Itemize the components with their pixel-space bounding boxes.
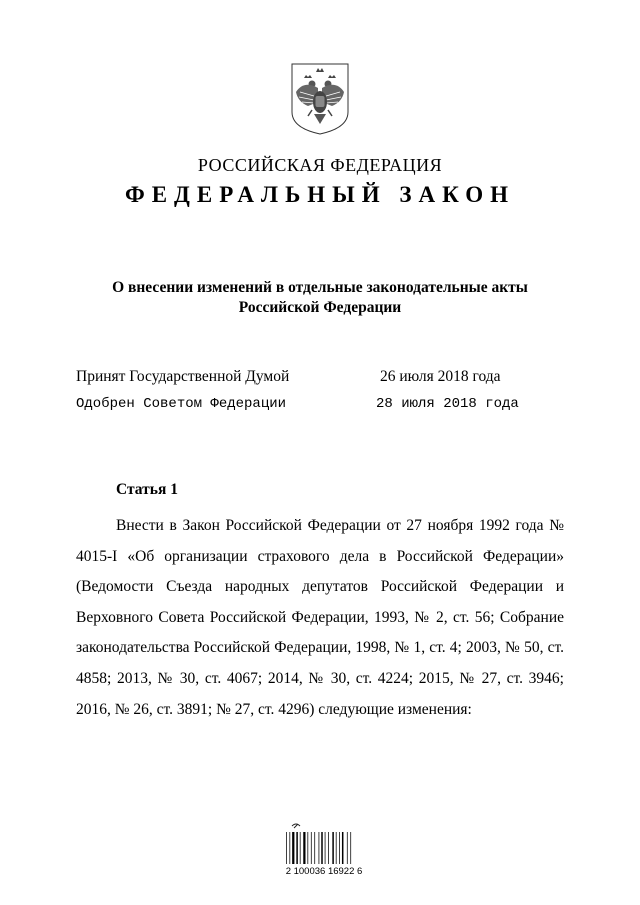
article-text: Внести в Закон Российской Федерации от 27 ноября 1992 года № 4015-I «Об организации страхового дела в Российской Федерации» (Ведомости Съезда народных депутатов Российской Федерации и Верховного Совета Российской Федерации, 1993, № 2, ст. 56; Собрание законодательства Российской Федерации, 1998, № 1, ст. 4; 2003, № 50, ст. 4858; 2013, № 30, ст. 4067; 2014, № 30, ст. 4224; 2015, № 27, ст. 3946; 2016, № 26, ст. 3891; № 27, ст. 4296) следующие изменения: (76, 517, 564, 718)
adoption-date: 26 июля 2018 года (380, 368, 501, 385)
country-name: РОССИЙСКАЯ ФЕДЕРАЦИЯ (197, 155, 443, 175)
adoption-label: Принят Государственной Думой (76, 368, 290, 385)
document-type: ФЕДЕРАЛЬНЫЙ ЗАКОН (124, 182, 516, 207)
approval-label: Одобрен Советом Федерации (76, 396, 287, 412)
law-title-line: О внесении изменений в отдельные законодательные акты (112, 279, 528, 296)
law-title (100, 278, 540, 318)
barcode-number: 2 100036 16922 6 (285, 866, 363, 877)
article-heading: Статья 1 (116, 481, 178, 498)
approval-date: 28 июля 2018 года (376, 396, 519, 412)
law-title-line: Российской Федерации (238, 299, 402, 316)
russian-coat-of-arms-icon (290, 62, 350, 136)
